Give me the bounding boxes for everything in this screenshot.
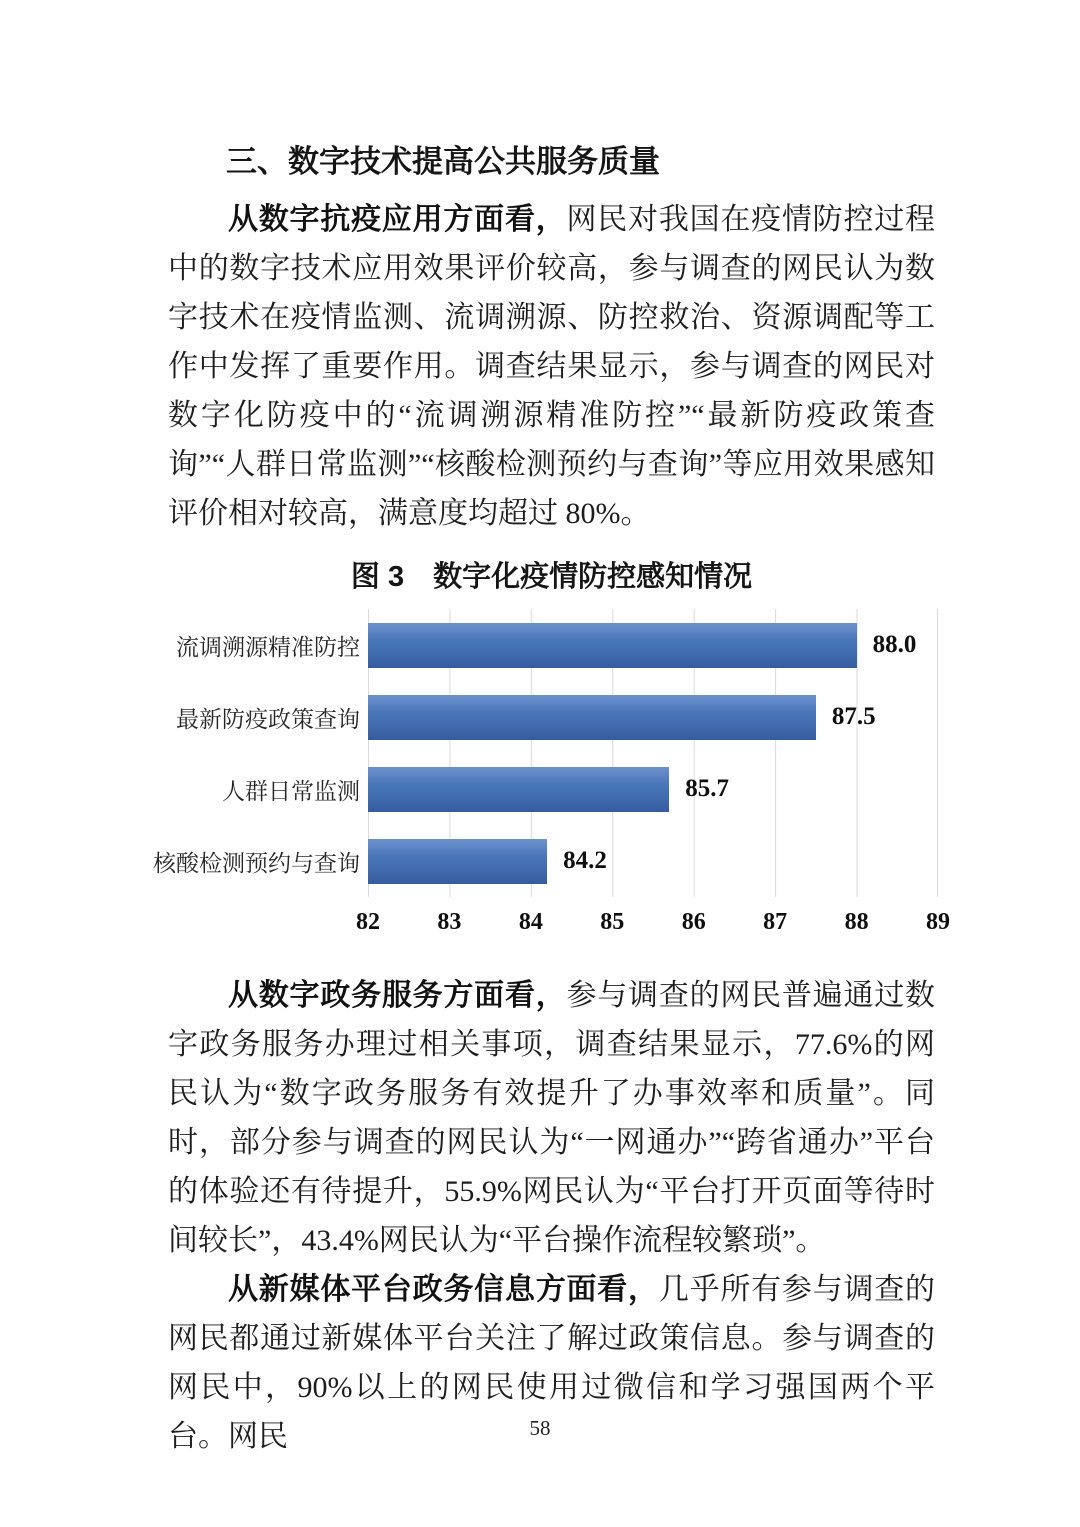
paragraph-lead: 从新媒体平台政务信息方面看， xyxy=(228,1273,659,1306)
category-label: 人群日常监测 xyxy=(222,778,360,804)
x-tick-label: 87 xyxy=(763,909,788,935)
figure-caption: 图 3 数字化疫情防控感知情况 xyxy=(350,561,753,593)
category-axis xyxy=(153,609,360,897)
page-number: 58 xyxy=(529,1416,551,1440)
value-label: 84.2 xyxy=(563,847,607,874)
bar-row xyxy=(368,681,938,753)
value-label: 88.0 xyxy=(872,631,917,658)
bar xyxy=(368,623,857,668)
section-heading: 三、数字技术提高公共服务质量 xyxy=(226,144,660,179)
value-label: 85.7 xyxy=(685,775,730,802)
paragraph-body: 参与调查的网民普遍通过数字政务服务办理过相关事项，调查结果显示，77.6%的网民认为“数字政务服务有效提升了办事效率和质量”。同时，部分参与调查的网民认为“一网通办”“跨省通办”平台的体验还有待提升，55.9%网民认为“平台打开页面等待时间较长”，43.4%网民认为“平台操作流程较繁琐”。 xyxy=(168,979,935,1257)
bar-row xyxy=(368,753,938,825)
paragraph-body: 几乎所有参与调查的网民都通过新媒体平台关注了解过政策信息。参与调查的网民中，90%以上的网民使用过微信和学习强国两个平台。网民 xyxy=(168,1273,936,1453)
paragraph-digital-government xyxy=(168,971,935,1265)
bar xyxy=(368,695,816,740)
category-label: 流调溯源精准防控 xyxy=(176,634,360,660)
paragraph-body: 网民对我国在疫情防控过程中的数字技术应用效果评价较高，参与调查的网民认为数字技术在疫情监测、流调溯源、防控救治、资源调配等工作中发挥了重要作用。调查结果显示，参与调查的网民对数字化防疫中的“流调溯源精准防控”“最新防疫政策查询”“人群日常监测”“核酸检测预约与查询”等应用效果感知评价相对较高，满意度均超过 80%。 xyxy=(168,203,935,530)
gridline-area xyxy=(368,609,938,897)
bar-row xyxy=(368,609,938,681)
bar xyxy=(368,767,669,812)
bar-row xyxy=(368,825,938,897)
x-tick-label: 84 xyxy=(518,909,543,935)
category-label: 最新防疫政策查询 xyxy=(176,706,360,732)
x-tick-label: 83 xyxy=(437,909,462,935)
bar-chart xyxy=(153,609,950,945)
x-tick-label: 88 xyxy=(844,909,869,935)
bar xyxy=(368,839,547,884)
paragraph-lead: 从数字抗疫应用方面看， xyxy=(228,203,567,236)
x-tick-label: 86 xyxy=(681,909,706,935)
chart-plot-area xyxy=(153,609,938,897)
paragraph-digital-epidemic xyxy=(168,195,935,538)
x-axis xyxy=(356,897,950,945)
x-tick-label: 89 xyxy=(926,909,950,935)
paragraph-lead: 从数字政务服务方面看， xyxy=(228,979,567,1012)
category-label: 核酸检测预约与查询 xyxy=(153,850,360,876)
page-content xyxy=(153,136,950,1461)
x-tick-label: 82 xyxy=(356,909,380,935)
x-tick-label: 85 xyxy=(600,909,625,935)
value-label: 87.5 xyxy=(831,703,876,730)
